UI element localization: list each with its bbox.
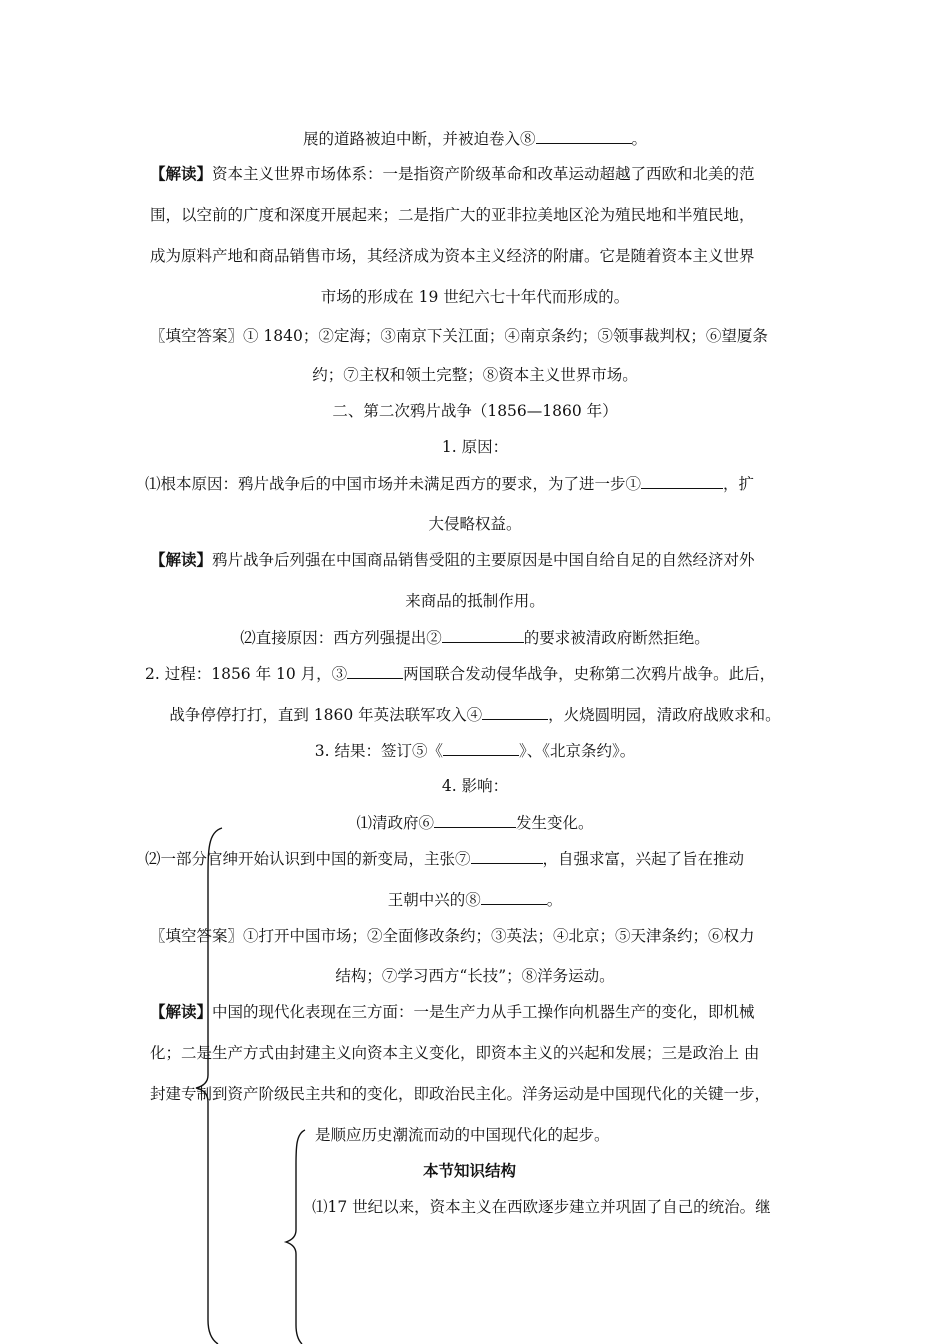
interpretation-3-line-1 <box>150 1002 755 1022</box>
interpretation-tag: 【解读】 <box>150 551 213 569</box>
text: ⑴根本原因：鸦片战争后的中国市场并未满足西方的要求，为了进一步① <box>145 475 642 493</box>
text: ，自强求富，兴起了旨在推动 <box>542 850 745 868</box>
impact-1-line <box>0 812 950 833</box>
interpretation-3-line-2: 化；二是生产方式由封建主义向资本主义变化，即资本主义的兴起和发展；三是政治上 由 <box>150 1044 760 1062</box>
cause-heading: 1. 原因： <box>441 438 509 456</box>
cause-1-line-2: 大侵略权益。 <box>428 515 522 533</box>
text: 中国的现代化表现在三方面：一是生产力从手工操作向机器生产的变化，即机械 <box>212 1003 755 1021</box>
interpretation-2-line-2: 来商品的抵制作用。 <box>405 592 545 610</box>
fill-blank-8[interactable] <box>536 128 632 144</box>
fill-blank-2[interactable] <box>442 627 524 643</box>
small-left-brace <box>286 1130 305 1344</box>
interpretation-1-line-2: 围，以空前的广度和深度开展起来；二是指广大的亚非拉美地区沦为殖民地和半殖民地， <box>150 206 755 224</box>
interpretation-1-line-3: 成为原料产地和商品销售市场，其经济成为资本主义经济的附庸。它是随着资本主义世界 <box>150 247 755 265</box>
text: 。 <box>631 130 648 148</box>
text: 资本主义世界市场体系：一是指资产阶级革命和改革运动超越了西欧和北美的范 <box>212 165 755 183</box>
text: 2. 过程：1856 年 10 月，③ <box>145 665 348 683</box>
continued-line <box>0 128 950 149</box>
text: ，扩 <box>723 475 755 493</box>
impact-2-line-1 <box>145 848 744 869</box>
fill-blank-1[interactable] <box>641 473 723 489</box>
cause-2-line <box>0 627 950 648</box>
interpretation-3-line-4: 是顺应历史潮流而动的中国现代化的起步。 <box>315 1126 610 1144</box>
text: 展的道路被迫中断，并被迫卷入⑧ <box>302 130 536 148</box>
fill-blank-8b[interactable] <box>481 889 547 905</box>
text: 》、《北京条约》。 <box>518 742 636 760</box>
interpretation-tag: 【解读】 <box>150 165 213 183</box>
text: 的要求被清政府断然拒绝。 <box>523 629 710 647</box>
interpretation-tag: 【解读】 <box>150 1003 213 1021</box>
text: 王朝中兴的⑧ <box>387 891 481 909</box>
fill-blank-4[interactable] <box>482 704 548 720</box>
text: 鸦片战争后列强在中国商品销售受阻的主要原因是中国自给自足的自然经济对外 <box>212 551 755 569</box>
answers-1-line-1: 〖填空答案〗① 1840；②定海；③南京下关江面；④南京条约；⑤领事裁判权；⑥望厦条 <box>150 327 768 345</box>
process-line-1 <box>145 663 775 684</box>
text: ⑴清政府⑥ <box>356 814 434 832</box>
knowledge-structure-line-1: ⑴17 世纪以来，资本主义在西欧逐步建立并巩固了自己的统治。继 <box>312 1198 771 1216</box>
text: 。 <box>546 891 563 909</box>
text: ⑵直接原因：西方列强提出② <box>240 629 442 647</box>
answers-1-line-2: 约；⑦主权和领土完整；⑧资本主义世界市场。 <box>312 366 638 384</box>
interpretation-2-line-1 <box>150 550 755 570</box>
interpretation-1-line-4: 市场的形成在 19 世纪六七十年代而形成的。 <box>320 288 630 306</box>
interpretation-3-line-3: 封建专制到资产阶级民主共和的变化，即政治民主化。洋务运动是中国现代化的关键一步， <box>150 1085 771 1103</box>
fill-blank-7[interactable] <box>471 848 543 864</box>
text: 3. 结果：签订⑤《 <box>314 742 443 760</box>
fill-blank-5[interactable] <box>443 740 519 756</box>
text: 两国联合发动侵华战争，史称第二次鸦片战争。此后， <box>403 665 776 683</box>
text: ，火烧圆明园，清政府战败求和。 <box>548 706 781 724</box>
fill-blank-6[interactable] <box>434 812 516 828</box>
knowledge-structure-title: 本节知识结构 <box>423 1162 517 1180</box>
result-line <box>0 740 950 761</box>
fill-blank-3[interactable] <box>347 663 403 679</box>
text: 发生变化。 <box>516 814 594 832</box>
text: 战争停停打打，直到 1860 年英法联军攻入④ <box>169 706 483 724</box>
answers-2-line-2: 结构；⑦学习西方“长技”；⑧洋务运动。 <box>335 967 615 985</box>
impact-heading: 4. 影响： <box>441 777 509 795</box>
answers-2-line-1: 〖填空答案〗①打开中国市场；②全面修改条约；③英法；④北京；⑤天津条约；⑥权力 <box>150 927 755 945</box>
cause-1-line <box>145 473 754 494</box>
impact-2-line-2 <box>0 889 950 910</box>
interpretation-1-line-1 <box>150 164 755 184</box>
section-2-title: 二、第二次鸦片战争（1856—1860 年） <box>332 402 618 420</box>
process-line-2 <box>0 704 950 725</box>
text: ⑵一部分官绅开始认识到中国的新变局，主张⑦ <box>145 850 471 868</box>
